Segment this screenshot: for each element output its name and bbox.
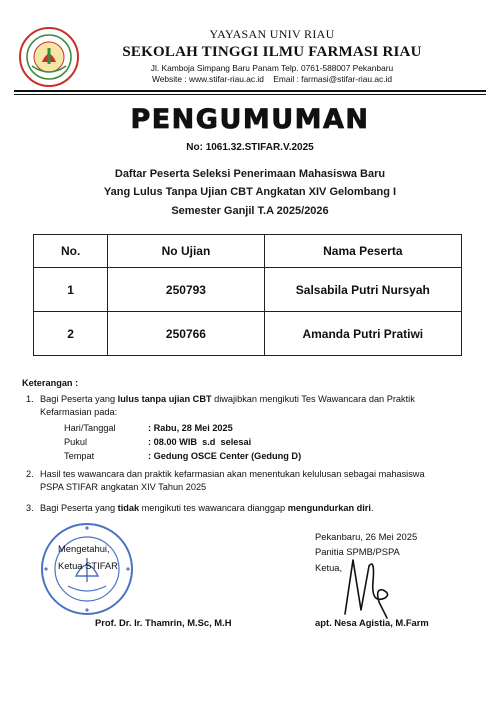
subtitle-line-1: Daftar Peserta Seleksi Penerimaan Mahasiswa Baru (114, 168, 386, 180)
participants-table (33, 234, 462, 356)
note-emphasis: tidak (117, 503, 140, 513)
row-number: 2 (34, 312, 108, 356)
note-text: Bagi Peserta yang (40, 503, 118, 513)
note-text: mengikuti tes wawancara dianggap (139, 503, 288, 513)
table-header-row (34, 235, 462, 268)
committee-name: Panitia SPMB/PSPA (315, 546, 400, 557)
column-header-no: No. (34, 235, 108, 268)
exam-number: 250766 (108, 312, 264, 356)
column-header-participant-name: Nama Peserta (264, 235, 461, 268)
chairman-title: Ketua STIFAR (58, 560, 118, 571)
committee-chair-name: apt. Nesa Agistia, M.Farm (315, 617, 429, 628)
subtitle-line-3: Semester Ganjil T.A 2025/2026 (171, 205, 329, 217)
notes-heading: Keterangan : (22, 378, 79, 388)
place-and-date: Pekanbaru, 26 Mei 2025 (315, 531, 418, 542)
document-number: No: 1061.32.STIFAR.V.2025 (186, 142, 314, 153)
note-item-3 (26, 502, 486, 515)
note-text: Bagi Peserta yang (40, 394, 118, 404)
note-item-2 (26, 468, 486, 494)
school-address: Jl. Kamboja Simpang Baru Panam Telp. 0761-588007 Pekanbaru (150, 63, 394, 73)
column-header-exam-number: No Ujian (108, 235, 264, 268)
note-text: Hasil tes wawancara dan praktik kefarmasian akan menentukan kelulusan sebagai mahasiswa (40, 469, 425, 479)
note-number: 1. (26, 394, 34, 404)
schedule-time-value: : 08.00 WIB s.d selesai (148, 437, 252, 447)
row-number: 1 (34, 268, 108, 312)
participant-name: Salsabila Putri Nursyah (264, 268, 461, 312)
participant-name: Amanda Putri Pratiwi (264, 312, 461, 356)
note-text: diwajibkan mengikuti Tes Wawancara dan Praktik (211, 394, 415, 404)
committee-chair-title: Ketua, (315, 562, 343, 573)
school-contact: Website : www.stifar-riau.ac.id Email : farmasi@stifar-riau.ac.id (151, 74, 393, 84)
note-text: . (370, 503, 374, 513)
foundation-name: YAYASAN UNIV RIAU (209, 27, 335, 41)
schedule-date-value: : Rabu, 28 Mei 2025 (148, 423, 233, 433)
announcement-title: PENGUMUMAN (130, 104, 370, 135)
subtitle-line-2: Yang Lulus Tanpa Ujian CBT Angkatan XIV Gelombang I (103, 186, 397, 198)
schedule-place-value: : Gedung OSCE Center (Gedung D) (148, 451, 302, 461)
note-item-1 (26, 393, 476, 419)
note-text-line-2: Kefarmasian pada: (40, 407, 118, 417)
note-number: 3. (26, 503, 34, 513)
table-row (34, 312, 462, 356)
acknowledged-label: Mengetahui, (58, 543, 110, 554)
exam-number: 250793 (108, 268, 264, 312)
letterhead-rule-thin (14, 94, 486, 95)
schedule-time-label: Pukul (64, 437, 87, 447)
chairman-name: Prof. Dr. Ir. Thamrin, M.Sc, M.H (95, 617, 232, 628)
schedule-date-label: Hari/Tanggal (64, 423, 116, 433)
school-name: SEKOLAH TINGGI ILMU FARMASI RIAU (122, 44, 422, 60)
note-emphasis: lulus tanpa ujian CBT (117, 394, 212, 404)
note-number: 2. (26, 469, 34, 479)
handwritten-signature-icon (335, 552, 395, 624)
note-emphasis: mengundurkan diri (287, 503, 371, 513)
note-text-line-2: PSPA STIFAR angkatan XIV Tahun 2025 (40, 482, 207, 492)
table-row (34, 268, 462, 312)
letterhead-rule-thick (14, 90, 486, 92)
schedule-place-label: Tempat (64, 451, 95, 461)
